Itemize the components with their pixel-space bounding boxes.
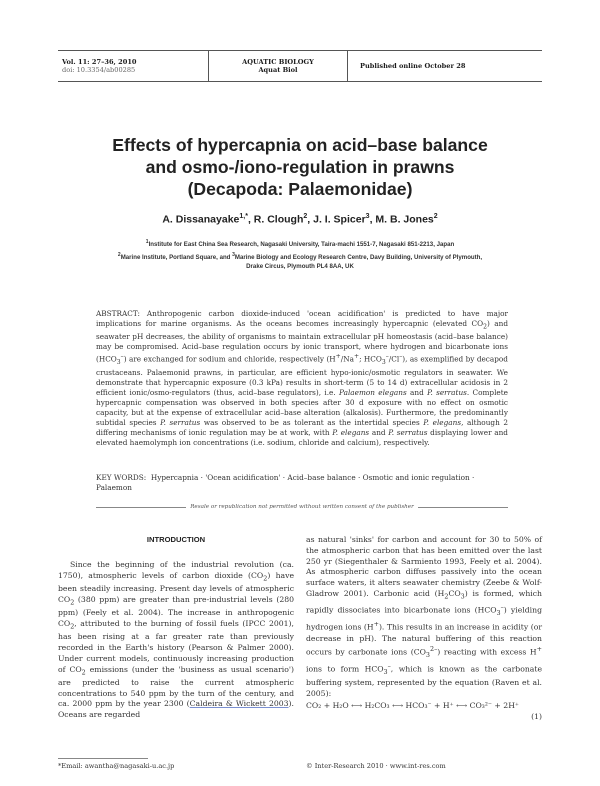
- abstract-text: /Na: [340, 354, 354, 364]
- body-text: Since the beginning of the industrial revolution (ca. 1750), atmospheric levels of carbon dioxide (CO: [58, 559, 294, 580]
- author-2: , R. Clough: [247, 213, 304, 226]
- superscript: –: [387, 662, 391, 671]
- body-text: ) yielding hydrogen ions (H: [306, 605, 542, 632]
- species-name: Palaemon elegans: [339, 388, 407, 398]
- body-paragraph: [306, 535, 542, 700]
- subscript: 2: [263, 574, 268, 583]
- affiliation-address: Drake Circus, Plymouth PL4 8AA, UK: [246, 263, 354, 271]
- subscript: 3: [425, 651, 430, 660]
- body-text: emissions (under the 'business as usual scenario') are predicted to raise the current atmospheric concentrations to 540 ppm by the turn of the century, and ca. 2000 ppm by the year 2300 (: [58, 664, 294, 709]
- abstract-label: ABSTRACT:: [96, 309, 147, 318]
- title-line-2: and osmo-/iono-regulation in prawns: [145, 157, 455, 177]
- journal-abbr: Aquat Biol: [258, 66, 298, 74]
- abstract-text: /Cl: [388, 354, 400, 364]
- section-heading: INTRODUCTION: [146, 535, 206, 544]
- journal-header: [58, 50, 542, 82]
- body-text: as natural 'sinks' for carbon and account for 30 to 50% of the atmospheric carbon that has been emitted over the last 250 yr (Siegenthaler & Sarmiento 1993, Feely et al. 2004). As atmospheric carbon diffuses passively into the ocean surface waters, it alters seawater chemistry (Zeebe & Wolf-Gladrow 2001). Carbonic acid (H: [306, 535, 542, 598]
- abstract-text: displaying lower and elevated haemolymph ion concentrations (i.e. sodium, chloride and calcium), respectively.: [96, 428, 508, 448]
- affiliation-1: [70, 238, 530, 249]
- subscript: 3: [381, 359, 386, 367]
- species-name: P. elegans: [332, 428, 370, 438]
- superscript: –: [385, 353, 389, 361]
- author-list: [60, 213, 540, 226]
- body-text: ions to form HCO: [306, 664, 384, 674]
- superscript: +: [536, 645, 542, 654]
- copyright-notice: © Inter-Research 2010 · www.int-res.com: [306, 762, 446, 770]
- author-1-affil: 1,: [239, 213, 246, 220]
- abstract-text: and: [369, 428, 389, 438]
- contact-email: *Email: awantha@nagasaki-u.ac.jp: [58, 762, 175, 770]
- abstract-text: ), as exemplified by decapod crustaceans. Palaemonid prawns, in particular, are efficient hypo-ionic/osmotic regulators in seawater. We demonstrate that hypercapnic exposure (0.3 kPa) results in short-term (5 to 14 d) extracellular acidosis in 2 efficient ionic/osmo-regulators (thus, acid–base regulators), i.e.: [96, 354, 508, 398]
- subscript: 2: [483, 323, 487, 331]
- subscript: 3: [116, 359, 121, 367]
- equation: [306, 701, 542, 712]
- intro-paragraph: [58, 560, 294, 721]
- body-text: ) is formed, which rapidly dissociates into bicarbonate ions (HCO: [306, 588, 542, 615]
- body-text: , which is known as the carbonate buffering system, represented by the equation (Raven et al. 2005):: [306, 664, 542, 698]
- divider: [96, 507, 186, 508]
- body-text: (380 ppm) are greater than pre-industrial levels (280 ppm) (Feely et al. 2004). The increase in anthropogenic CO: [58, 594, 294, 628]
- subscript: 2: [70, 622, 75, 631]
- subscript: 2: [70, 598, 75, 607]
- keywords-label: KEY WORDS:: [96, 473, 147, 482]
- resale-notice: [96, 502, 508, 512]
- affiliation-2-num: 2: [117, 252, 121, 258]
- species-name: P. serratus: [388, 428, 428, 438]
- abstract: [96, 309, 508, 448]
- journal-name: AQUATIC BIOLOGY: [242, 58, 314, 66]
- right-column: [306, 535, 542, 722]
- body-text: ). This results in an increase in acidity (or decrease in pH). The natural buffering of this reaction occurs by carbonate ions (CO: [306, 622, 543, 657]
- abstract-text: ) and seawater pH decreases, the ability of organisms to maintain extracellular pH homeostasis (acid–base balance) may be compromised. Acid–base regulation occurs by ionic transport, where hydrogen and bicarbonate ions (HCO: [96, 319, 509, 364]
- volume-label: Vol. 11: 27–36, 2010: [62, 58, 137, 66]
- body-text: ) reacting with excess H: [437, 647, 537, 657]
- subscript: 2: [81, 668, 86, 677]
- resale-text: Resale or republication not permitted without written consent of the publisher: [190, 504, 414, 510]
- body-text: CO: [448, 588, 461, 598]
- subscript: 2: [444, 592, 449, 601]
- superscript: –: [120, 353, 124, 361]
- journal-info: [208, 51, 348, 81]
- superscript: +: [373, 620, 379, 629]
- species-name: P. elegans: [423, 418, 462, 428]
- keywords-text: Hypercapnia · 'Ocean acidification' · Acid–base balance · Osmotic and ionic regulation · Palaemon: [96, 473, 475, 492]
- superscript: +: [353, 353, 360, 361]
- equation-text: CO₂ + H₂O ⟷ H₂CO₃ ⟷ HCO₃⁻ + H⁺ ⟷ CO₃²⁻ + 2H⁺: [306, 700, 519, 710]
- subscript: 3: [383, 668, 388, 677]
- abstract-text: Anthropogenic carbon dioxide-induced 'ocean acidification' is predicted to have major implications for marine organisms. As the oceans becomes increasingly hypercapnic (elevated CO: [96, 309, 508, 328]
- abstract-text: ; HCO: [359, 354, 382, 364]
- keywords: [96, 473, 508, 493]
- affiliation-1-text: Institute for East China Sea Research, Nagasaki University, Taira-machi 1551-7, Nagasaki 851-2213, Japan: [148, 241, 455, 249]
- abstract-text: and: [406, 388, 428, 398]
- affiliation-2: [70, 251, 530, 271]
- body-text: ) have been steadily increasing. Present day levels of atmospheric CO: [58, 570, 294, 604]
- publish-info: [348, 51, 542, 81]
- superscript: –: [500, 603, 504, 612]
- author-4-affil: 2: [433, 213, 438, 220]
- abstract-text: was observed to be as tolerant as the intertidal species: [200, 418, 424, 428]
- author-1: A. Dissanayake: [162, 213, 240, 226]
- affiliation-2-text: Marine Institute, Portland Square, and: [120, 254, 233, 262]
- body-text: , attributed to the burning of fossil fuels (IPCC 2001), has been rising at a far greater rate than previously recorded in the Earth's history (Pearson & Palmer 2000). Under current models, continuously increasing production of CO: [58, 618, 294, 674]
- doi-label: doi: 10.3354/ab00285: [62, 66, 136, 74]
- author-3: , J. I. Spicer: [307, 213, 366, 226]
- affiliation-3-text: Marine Biology and Ecology Research Centre, Davy Building, University of Plymouth,: [234, 254, 483, 262]
- superscript: +: [335, 353, 341, 361]
- abstract-text: . Complete hypercapnic compensation was observed in both species after 30 d exposure with no effect on osmotic capacity, but at the expense of extracellular acid–base alteration (alkalosis). Furthermore, the predominantly subtidal species: [96, 388, 508, 428]
- title-line-3: (Decapoda: Palaemonidae): [187, 179, 413, 199]
- species-name: P. serratus: [160, 418, 201, 428]
- affiliation-1-num: 1: [145, 239, 149, 245]
- volume-info: [58, 51, 208, 81]
- paper-title: [60, 134, 540, 200]
- equation-number: (1): [531, 711, 542, 721]
- affiliation-3-num: 3: [232, 252, 235, 258]
- abstract-text: , although 2 differing mechanisms of ionic regulation may be at work, with: [96, 418, 508, 438]
- author-3-affil: 3: [365, 213, 370, 220]
- corresponding-mark: *: [245, 213, 248, 220]
- author-2-affil: 2: [303, 213, 308, 220]
- citation-link[interactable]: Caldeira & Wickett 2003: [189, 699, 289, 709]
- author-4: , M. B. Jones: [369, 213, 434, 226]
- body-text: ). Oceans are regarded: [58, 699, 294, 720]
- superscript: –: [399, 353, 403, 361]
- published-date: Published online October 28: [360, 62, 466, 70]
- subscript: 3: [496, 609, 501, 618]
- left-column: [58, 535, 294, 721]
- subscript: 3: [460, 592, 465, 601]
- species-name: P. serratus: [427, 388, 467, 398]
- abstract-text: ) are exchanged for sodium and chloride, respectively (H: [123, 354, 336, 364]
- divider: [418, 507, 508, 508]
- footnote-divider: [58, 758, 148, 759]
- superscript: 2–: [430, 645, 438, 654]
- title-line-1: Effects of hypercapnia on acid–base balance: [112, 135, 488, 155]
